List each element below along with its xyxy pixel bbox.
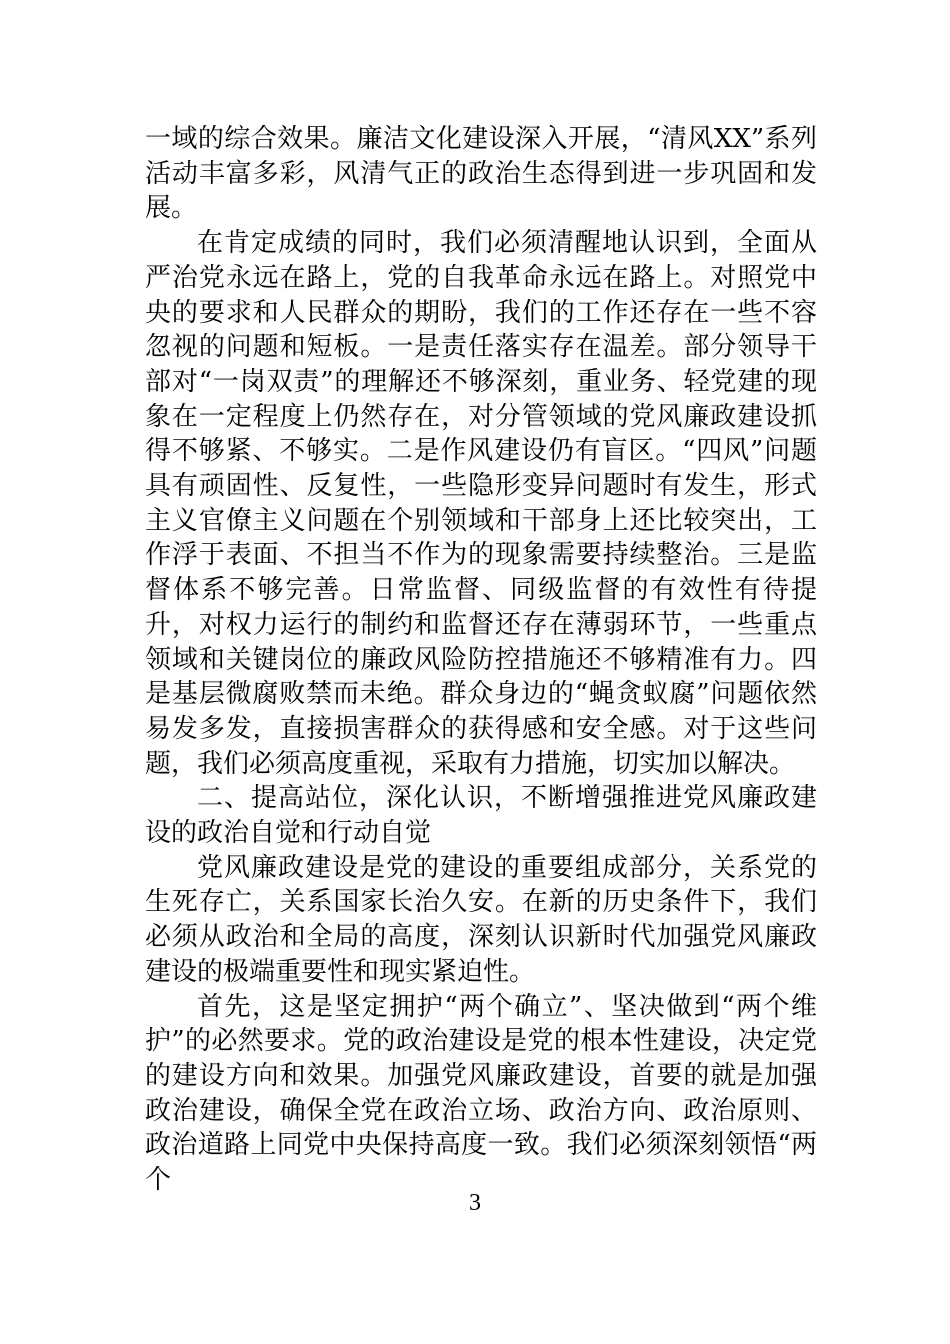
paragraph-importance: 党风廉政建设是党的建设的重要组成部分，关系党的生死存亡，关系国家长治久安。在新的历史条件下，我们必须从政治和全局的高度，深刻认识新时代加强党风廉政建设的极端重要性和现实紧迫性。 <box>145 852 817 987</box>
page-number: 3 <box>469 1190 481 1216</box>
document-body <box>145 122 817 1198</box>
section-heading: 二、提高站位，深化认识，不断增强推进党风廉政建设的政治自觉和行动自觉 <box>145 783 817 849</box>
paragraph-continuation: 一域的综合效果。廉洁文化建设深入开展，“清风XX”系列活动丰富多彩，风清气正的政治生态得到进一步巩固和发展。 <box>145 124 817 224</box>
paragraph-first-reason: 首先，这是坚定拥护“两个确立”、坚决做到“两个维护”的必然要求。党的政治建设是党的根本性建设，决定党的建设方向和效果。加强党风廉政建设，首要的就是加强政治建设，确保全党在政治立场、政治方向、政治原则、政治道路上同党中央保持高度一致。我们必须深刻领悟“两个 <box>145 991 817 1196</box>
paragraph-problems: 在肯定成绩的同时，我们必须清醒地认识到，全面从严治党永远在路上，党的自我革命永远在路上。对照党中央的要求和人民群众的期盼，我们的工作还存在一些不容忽视的问题和短板。一是责任落实存在温差。部分领导干部对“一岗双责”的理解还不够深刻，重业务、轻党建的现象在一定程度上仍然存在，对分管领域的党风廉政建设抓得不够紧、不够实。二是作风建设仍有盲区。“四风”问题具有顽固性、反复性，一些隐形变异问题时有发生，形式主义官僚主义问题在个别领域和干部身上还比较突出，工作浮于表面、不担当不作为的现象需要持续整治。三是监督体系不够完善。日常监督、同级监督的有效性有待提升，对权力运行的制约和监督还存在薄弱环节，一些重点领域和关键岗位的廉政风险防控措施还不够精准有力。四是基层微腐败禁而未绝。群众身边的“蝇贪蚁腐”问题依然易发多发，直接损害群众的获得感和安全感。对于这些问题，我们必须高度重视，采取有力措施，切实加以解决。 <box>145 228 817 779</box>
